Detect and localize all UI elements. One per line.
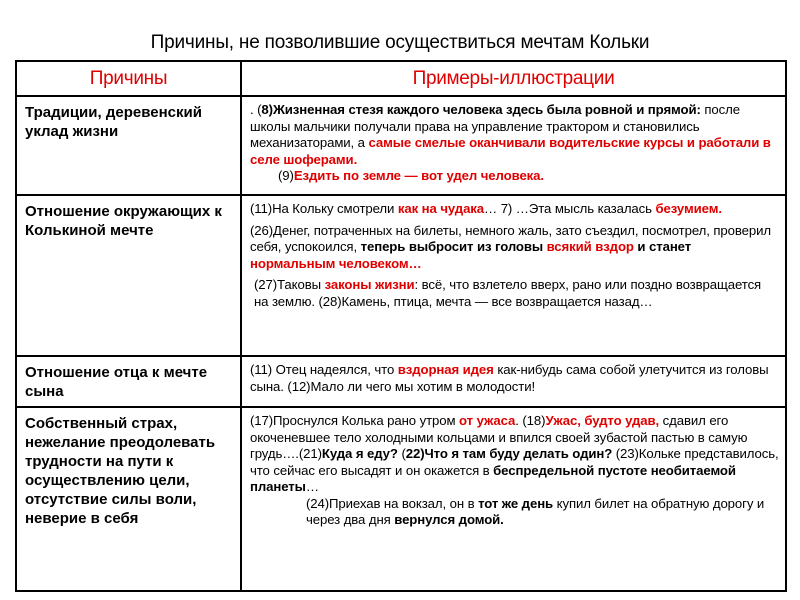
example-paragraph [250,413,779,496]
text-span: сдавил его окоченевшее тело холодными кольцами и впился своей зубастой пастью в самую грудь….(21) [250,413,748,461]
table-row [16,407,786,591]
text-span: (11)На Кольку смотрели [250,201,398,216]
text-span: . ( [250,102,262,117]
text-span: (23)Кольке представилось, что сейчас его высадят и он окажется в [250,446,779,478]
text-span: как-нибудь сама собой улетучится из головы сына. (12)Мало ли чего мы хотим в молодости! [250,362,769,394]
example-cell [241,195,786,356]
example-paragraph [250,496,779,529]
example-paragraph [250,277,779,310]
reason-cell: Отношение отца к мечте сына [16,356,241,407]
table-row [16,195,786,356]
text-span: (9) [278,168,294,183]
text-span: . (18) [515,413,546,428]
text-span: … 7) …Эта мысль казалась [484,201,656,216]
text-span: : всё, что взлетело вверх, рано или поздно возвращается на землю. (28)Камень, птица, мечта — все возвращается назад… [254,277,762,309]
example-cell [241,407,786,591]
highlight-span: Ездить по земле — вот удел человека. [293,168,544,183]
highlight-span: вздорная идея [397,362,494,377]
bold-span: и станет [633,239,692,254]
text-span: (24)Приехав на вокзал, он в [306,495,479,511]
example-paragraph [250,102,779,168]
table-row [16,96,786,195]
highlight-span: законы жизни [324,277,415,292]
header-reasons: Причины [16,61,241,96]
text-span: … [305,479,319,494]
bold-span: 22)Что я там буду делать один? [405,446,613,461]
text-span: после школы мальчики получали права на управление трактором и становились механизаторами, а [250,102,740,150]
example-cell [241,356,786,407]
text-span: купил билет на обратную дорогу и через два дня [306,495,765,527]
table-header-row [16,61,786,96]
text-span: (26)Денег, потраченных на билеты, немного жаль, зато съездил, посмотрел, проверил себя, успокоился, [250,222,771,254]
text-span: ( [397,446,406,461]
highlight-span: самые смелые оканчивали водительские курсы и работали в селе шоферами. [250,135,771,167]
highlight-span: как на чудака [397,201,485,216]
reasons-table [15,60,787,592]
example-paragraph [250,362,779,395]
example-cell [241,96,786,195]
text-span: (27)Таковы [254,277,325,292]
bold-span: 8)Жизненная стезя каждого человека здесь была ровной и прямой: [261,102,701,117]
highlight-span: безумием. [655,201,722,216]
reason-cell: Собственный страх, нежелание преодолевать трудности на пути к осуществлению цели, отсутствие силы воли, неверие в себя [16,407,241,591]
bold-span: теперь выбросит из головы [360,239,544,254]
example-paragraph [250,223,779,273]
highlight-span: от ужаса [459,413,516,428]
reason-cell: Отношение окружающих к Колькиной мечте [16,195,241,356]
bold-span: беспредельной пустоте необитаемой планеты [250,462,736,494]
text-span: (11) Отец надеялся, что [250,362,398,377]
text-span: (17)Проснулся Колька рано утром [250,413,460,428]
example-paragraph [250,201,779,218]
highlight-span: нормальным человеком… [250,255,422,271]
bold-span: Куда я еду? [321,446,398,461]
highlight-span: всякий вздор [546,239,634,254]
example-paragraph [250,168,779,185]
bold-span: тот же день [478,495,554,511]
reason-cell: Традиции, деревенский уклад жизни [16,96,241,195]
page-title: Причины, не позволившие осуществиться мечтам Кольки [150,32,650,53]
bold-span: вернулся домой. [394,512,504,527]
highlight-span: Ужас, будто удав, [545,413,660,428]
table-row [16,356,786,407]
header-examples: Примеры-иллюстрации [241,61,786,96]
